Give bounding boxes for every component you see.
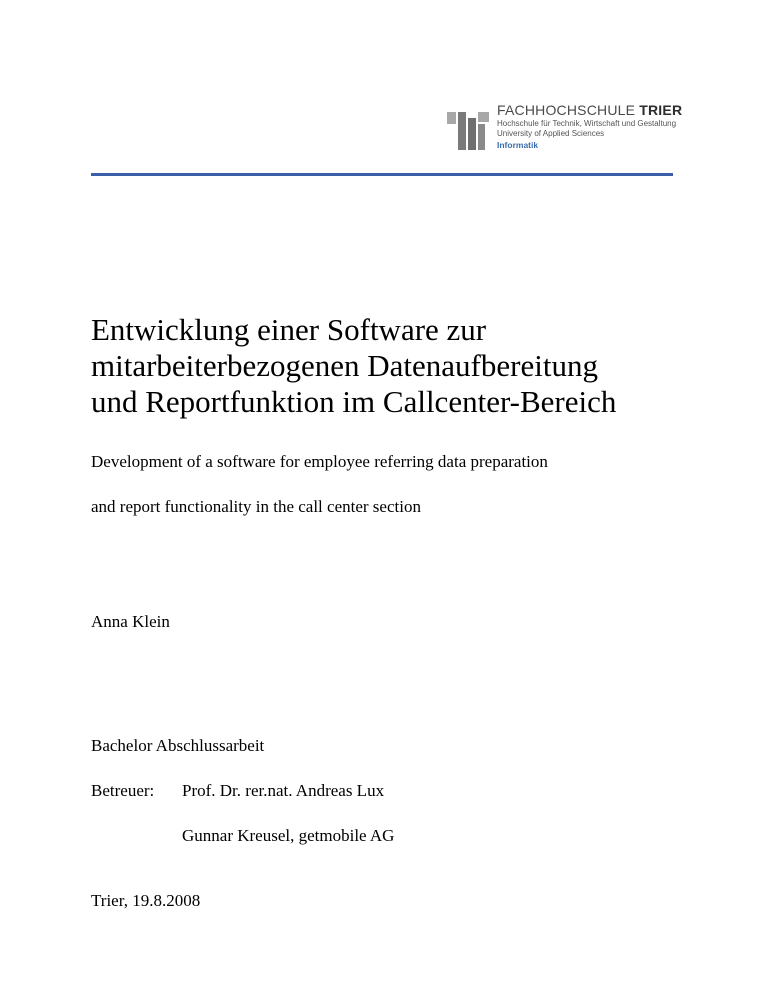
university-logo xyxy=(447,102,687,150)
place-and-date: Trier, 19.8.2008 xyxy=(91,891,201,910)
supervisors xyxy=(91,782,394,844)
logo-subtitle-2: University of Applied Sciences xyxy=(497,129,605,138)
subtitle-line: Development of a software for employee referring data preparation xyxy=(91,452,548,471)
title-line: und Reportfunktion im Callcenter-Bereich xyxy=(91,384,617,419)
supervisor-row xyxy=(91,827,394,844)
thesis-title xyxy=(91,312,751,420)
subtitle-line: and report functionality in the call center section xyxy=(91,497,421,516)
logo-text xyxy=(497,102,682,151)
university-logo-mark-icon xyxy=(447,112,489,150)
supervisor-name: Gunnar Kreusel, getmobile AG xyxy=(182,826,395,845)
logo-subtitle-1: Hochschule für Technik, Wirtschaft und Gestaltung xyxy=(497,119,677,128)
supervisor-name: Prof. Dr. rer.nat. Andreas Lux xyxy=(182,781,385,800)
logo-department: Informatik xyxy=(497,140,539,150)
title-line: mitarbeiterbezogenen Datenaufbereitung xyxy=(91,348,598,383)
thesis-english-title xyxy=(91,453,711,515)
thesis-type: Bachelor Abschlussarbeit xyxy=(91,736,265,755)
supervisor-row xyxy=(91,782,394,799)
logo-university-name: FACHHOCHSCHULE TRIER xyxy=(497,102,683,118)
title-line: Entwicklung einer Software zur xyxy=(91,312,487,347)
author-name: Anna Klein xyxy=(91,612,170,631)
supervisors-label: Betreuer: xyxy=(91,781,155,800)
header-divider xyxy=(91,173,673,176)
